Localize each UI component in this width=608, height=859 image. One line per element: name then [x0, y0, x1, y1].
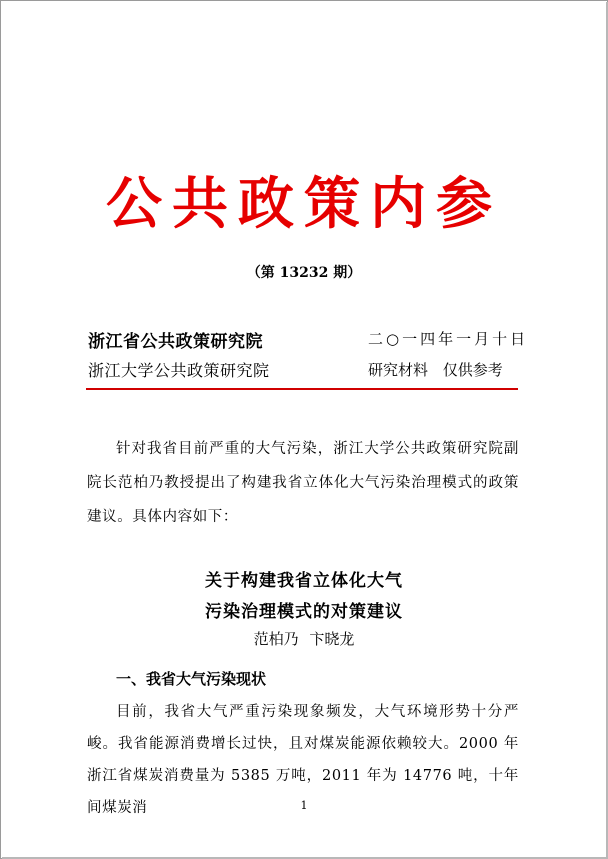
section-heading: 一、我省大气污染现状 — [116, 670, 267, 688]
page-number: 1 — [300, 799, 308, 812]
header-divider — [86, 388, 518, 390]
article-title-line-1: 关于构建我省立体化大气 — [205, 571, 403, 591]
article-authors: 范柏乃 卞晓龙 — [253, 630, 355, 648]
institute-name-secondary: 浙江大学公共政策研究院 — [88, 361, 270, 380]
intro-paragraph: 针对我省目前严重的大气污染，浙江大学公共政策研究院副院长范柏乃教授提出了构建我省立体化大气污染治理模式的政策建议。具体内容如下： — [87, 441, 519, 525]
issue-date: 二○一四年一月十日 — [368, 330, 529, 348]
article-title-line-2: 污染治理模式的对策建议 — [205, 602, 403, 622]
masthead-title: 公共政策内参 — [106, 172, 502, 237]
reference-note: 研究材料 仅供参考 — [368, 361, 503, 379]
institute-name-primary: 浙江省公共政策研究院 — [88, 332, 263, 352]
body-paragraph: 目前，我省大气严重污染现象频发，大气环境形势十分严峻。我省能源消费增长过快，且对煤炭能源依赖较大。2000 年浙江省煤炭消费量为 5385 万吨，2011 年为 14776 吨，十年间煤炭消 — [87, 704, 519, 816]
issue-number: （第 13232 期） — [246, 265, 362, 281]
